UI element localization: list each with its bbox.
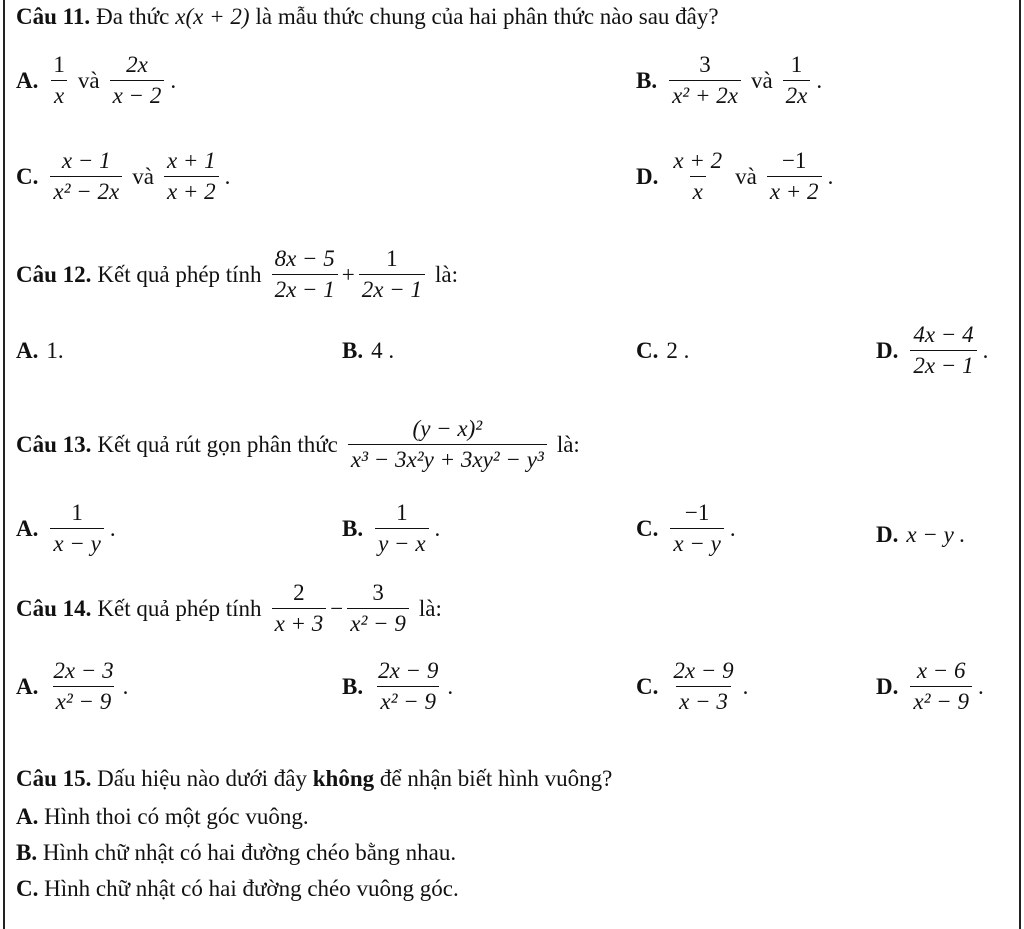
question-label: Câu 11. bbox=[16, 4, 91, 29]
fraction: $\frac{\text{(y − x)²}}{\text{x³ − 3x²y + 3xy² − y³}}$ bbox=[348, 416, 547, 474]
option-label: A. bbox=[16, 67, 39, 93]
option-label: D. bbox=[876, 337, 899, 363]
option-label: D. bbox=[636, 163, 659, 189]
fraction: $\frac{3}{\text{x² − 9}}$ bbox=[347, 580, 409, 638]
option-a[interactable] bbox=[16, 338, 64, 364]
option-label: B. bbox=[342, 515, 364, 541]
option-label: A. bbox=[16, 338, 39, 363]
option-label: B. bbox=[16, 840, 38, 865]
fraction: $\frac{x + 1}{x + 2}$ bbox=[164, 148, 219, 206]
question-15 bbox=[16, 766, 612, 792]
fraction: $\frac{3}{\text{x² + 2x}}$ bbox=[669, 52, 741, 110]
fraction: $\frac{1}{y - x}$ bbox=[375, 500, 428, 558]
option-label: A. bbox=[16, 804, 39, 829]
option-label: B. bbox=[636, 67, 658, 93]
emphasis-word: không bbox=[312, 766, 375, 791]
option-d[interactable] bbox=[876, 522, 965, 548]
question-stem-end: là: bbox=[556, 431, 580, 457]
fraction: $\frac{-1}{x - y}$ bbox=[670, 500, 723, 558]
operator: − bbox=[330, 595, 344, 621]
question-stem-end: là: bbox=[435, 261, 459, 287]
option-c[interactable]: C. $\frac{-1}{x - y}$ . bbox=[636, 500, 736, 557]
question-14 bbox=[16, 580, 448, 638]
question-label: Câu 14. bbox=[16, 595, 92, 621]
question-stem: Kết quả rút gọn phân thức bbox=[97, 431, 338, 457]
fraction: $\frac{2x - 3}{\text{x² − 9}}$ bbox=[53, 658, 114, 715]
option-d[interactable]: D. $\frac{x - 6}{\text{x² − 9}}$ . bbox=[876, 658, 984, 715]
question-stem: Kết quả phép tính bbox=[97, 261, 262, 287]
option-d[interactable]: D. $\frac{x + 2}{x}$ và $\frac{-1}{x + 2}$ . bbox=[636, 148, 834, 205]
option-b[interactable]: B. $\frac{2x - 9}{\text{x² − 9}}$ . bbox=[342, 658, 454, 715]
fraction: $\frac{4x - 4}{2x - 1}$ bbox=[910, 322, 976, 380]
option-text: Hình chữ nhật có hai đường chéo bằng nhau. bbox=[42, 840, 457, 865]
option-value: 4 . bbox=[371, 338, 395, 363]
fraction: $\frac{x + 2}{x}$ bbox=[673, 148, 723, 205]
option-b[interactable]: B. $\frac{3}{\text{x² + 2x}}$ và $\frac{1}{2x}$ . bbox=[636, 52, 823, 109]
question-label: Câu 13. bbox=[16, 431, 92, 457]
fraction: $\frac{x - 6}{\text{x² − 9}}$ bbox=[910, 658, 972, 716]
option-label: C. bbox=[16, 876, 39, 901]
option-label: C. bbox=[636, 338, 659, 363]
option-label: B. bbox=[342, 338, 364, 363]
fraction: $\frac{2}{x + 3}$ bbox=[272, 580, 327, 638]
question-stem-end: là mẫu thức chung của hai phân thức nào sau đây? bbox=[255, 4, 719, 29]
option-text: Hình thoi có một góc vuông. bbox=[44, 804, 309, 829]
question-label: Câu 12. bbox=[16, 261, 92, 287]
option-label: D. bbox=[876, 673, 899, 699]
conjunction: và bbox=[750, 67, 773, 93]
conjunction: và bbox=[77, 67, 100, 93]
question-label: Câu 15. bbox=[16, 766, 92, 791]
question-12 bbox=[16, 246, 464, 304]
fraction: $\frac{1}{2x}$ bbox=[783, 52, 811, 110]
option-c[interactable]: C. $\frac{x - 1}{\text{x² − 2x}}$ và $\frac{x + 1}{x + 2}$ . bbox=[16, 148, 231, 205]
option-b[interactable] bbox=[16, 840, 456, 866]
fraction: $\frac{8x - 5}{2x - 1}$ bbox=[272, 246, 338, 304]
question-stem: Kết quả phép tính bbox=[97, 595, 262, 621]
fraction: $\frac{-1}{x + 2}$ bbox=[767, 148, 822, 206]
fraction: $\frac{2x - 9}{\text{x² − 9}}$ bbox=[378, 658, 439, 715]
option-label: C. bbox=[636, 515, 659, 541]
fraction: $\frac{1}{x}$ bbox=[50, 52, 68, 110]
option-value: x − y . bbox=[906, 522, 966, 547]
question-11 bbox=[16, 4, 725, 30]
option-a[interactable] bbox=[16, 804, 309, 830]
stem-expression: x(x + 2) bbox=[175, 4, 250, 29]
option-a[interactable]: A. $\frac{1}{x}$ và $\frac{2x}{x - 2}$ . bbox=[16, 52, 177, 109]
fraction: $\frac{1}{2x - 1}$ bbox=[359, 246, 425, 304]
option-c[interactable] bbox=[16, 876, 459, 902]
option-a[interactable]: A. $\frac{1}{x - y}$ . bbox=[16, 500, 116, 557]
option-value: 2 . bbox=[666, 338, 690, 363]
question-stem: Đa thức bbox=[96, 4, 170, 29]
conjunction: và bbox=[735, 163, 757, 189]
fraction: $\frac{2x}{x - 2}$ bbox=[110, 52, 165, 110]
option-c[interactable]: C. $\frac{2x - 9}{x - 3}$ . bbox=[636, 658, 749, 715]
question-13 bbox=[16, 416, 586, 474]
question-stem-end: là: bbox=[418, 595, 442, 621]
option-d[interactable]: D. $\frac{4x - 4}{2x - 1}$ . bbox=[876, 322, 989, 379]
option-label: B. bbox=[342, 673, 364, 699]
fraction: $\frac{2x - 9}{x - 3}$ bbox=[673, 658, 734, 715]
option-text: Hình chữ nhật có hai đường chéo vuông góc. bbox=[44, 876, 459, 901]
option-b[interactable] bbox=[342, 338, 394, 364]
option-label: D. bbox=[876, 522, 899, 547]
option-value: 1. bbox=[46, 338, 64, 363]
conjunction: và bbox=[132, 163, 154, 189]
question-stem: Dấu hiệu nào dưới đây bbox=[97, 766, 308, 791]
fraction: $\frac{x - 1}{\text{x² − 2x}}$ bbox=[50, 148, 122, 206]
option-label: C. bbox=[636, 673, 659, 699]
option-c[interactable] bbox=[636, 338, 689, 364]
fraction: $\frac{1}{x - y}$ bbox=[50, 500, 103, 558]
option-b[interactable]: B. $\frac{1}{y - x}$ . bbox=[342, 500, 441, 557]
option-label: C. bbox=[16, 163, 39, 189]
option-a[interactable]: A. $\frac{2x - 3}{\text{x² − 9}}$ . bbox=[16, 658, 129, 715]
question-stem-end: để nhận biết hình vuông? bbox=[379, 766, 613, 791]
operator: + bbox=[341, 261, 355, 287]
option-label: A. bbox=[16, 515, 39, 541]
option-label: A. bbox=[16, 673, 39, 699]
